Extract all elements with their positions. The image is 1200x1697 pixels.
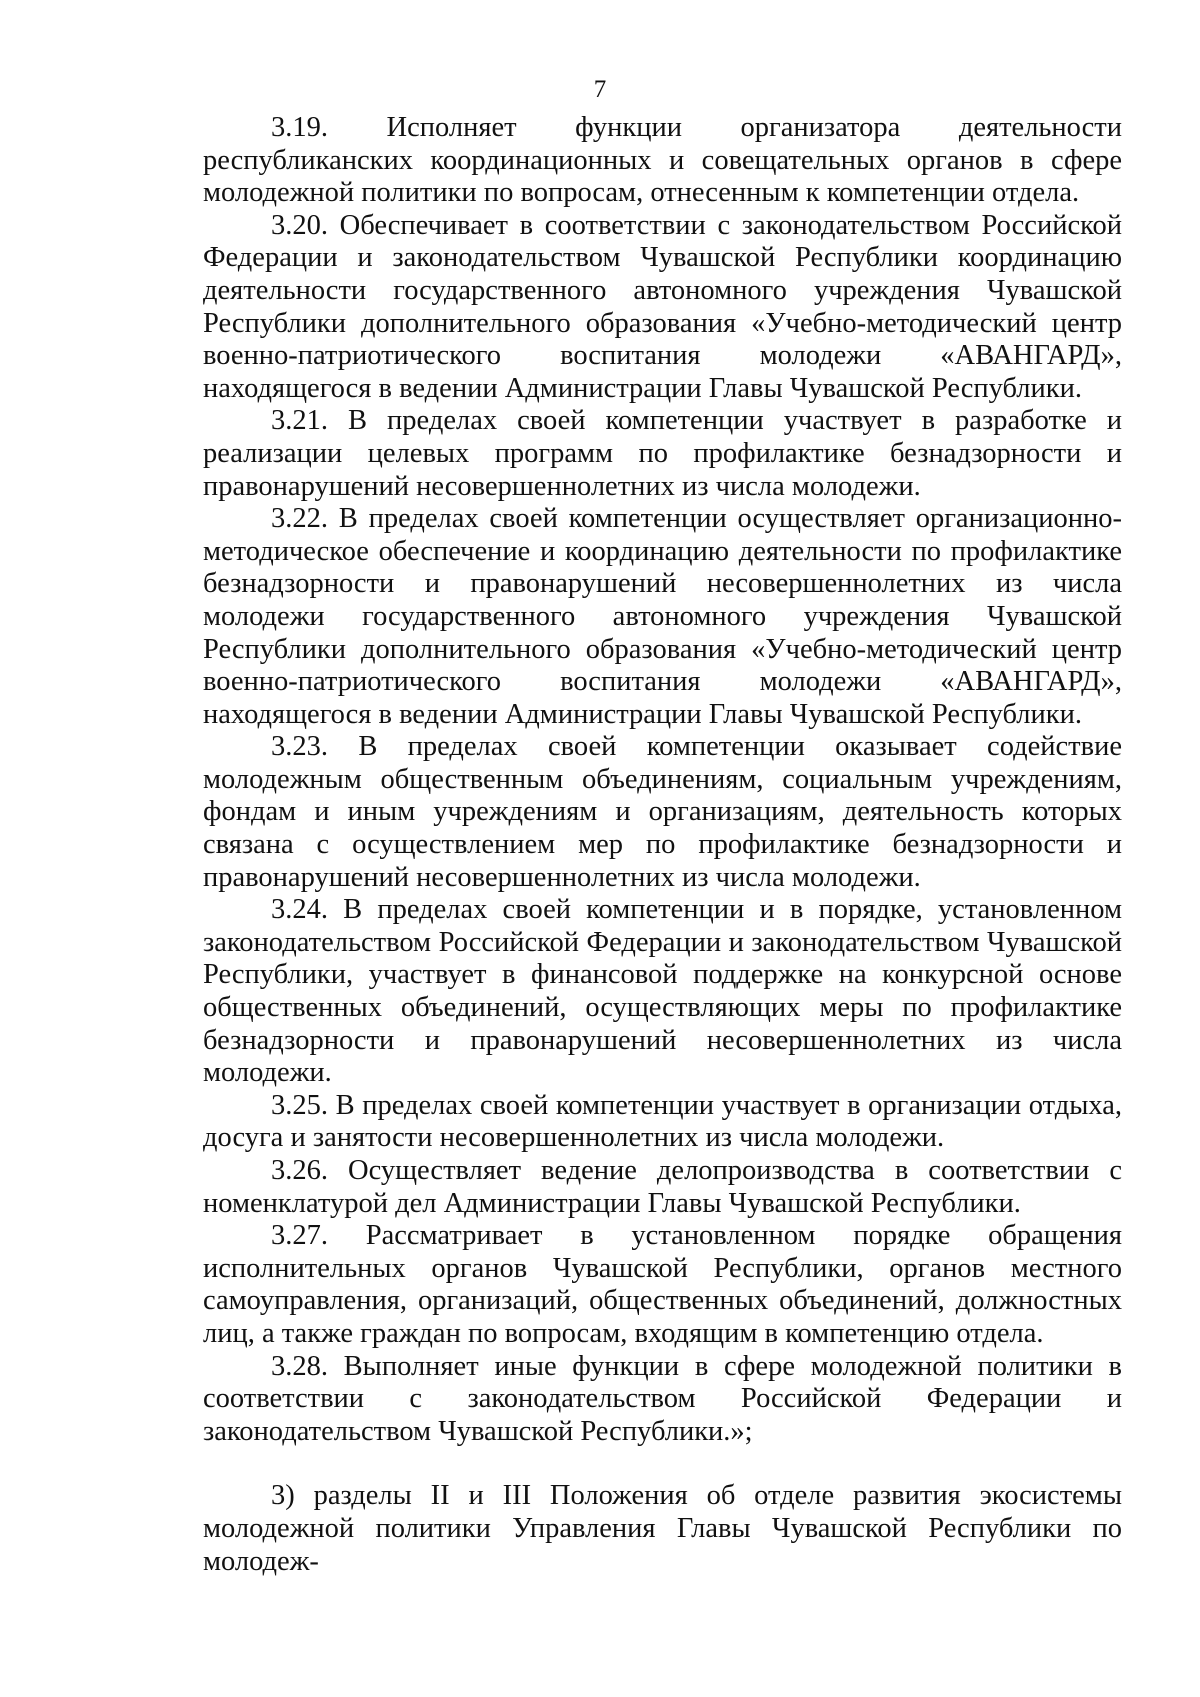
paragraph-3-26: 3.26. Осуществляет ведение делопроизводства в соответствии с номенклатурой дел Администрации Главы Чувашской Республики. [203,1155,1122,1219]
document-body [203,112,1122,1578]
paragraph-3-20: 3.20. Обеспечивает в соответствии с законодательством Российской Федерации и законодательством Чувашской Республики координацию деятельности государственного автономного учреждения Чувашской Республики дополнительного образования «Учебно-методический центр военно-патриотического воспитания молодежи «АВАНГАРД», находящегося в ведении Администрации Главы Чувашской Республики. [203,209,1122,404]
paragraph-3-22: 3.22. В пределах своей компетенции осуществляет организационно-методическое обеспечение и координацию деятельности по профилактике безнадзорности и правонарушений несовершеннолетних из числа молодежи государственного автономного учреждения Чувашской Республики дополнительного образования «Учебно-методический центр военно-патриотического воспитания молодежи «АВАНГАРД», находящегося в ведении Администрации Главы Чувашской Республики. [203,503,1122,730]
paragraph-3-19: 3.19. Исполняет функции организатора деятельности республиканских координационных и совещательных органов в сфере молодежной политики по вопросам, отнесенным к компетенции отдела. [203,112,1122,209]
paragraph-3-27: 3.27. Рассматривает в установленном порядке обращения исполнительных органов Чувашской Республики, органов местного самоуправления, организаций, общественных объединений, должностных лиц, а также граждан по вопросам, входящим в компетенцию отдела. [203,1220,1122,1349]
page-number: 7 [593,76,607,103]
paragraph-3-25: 3.25. В пределах своей компетенции участвует в организации отдыха, досуга и занятости несовершеннолетних из числа молодежи. [203,1089,1122,1154]
paragraph-3-23: 3.23. В пределах своей компетенции оказывает содействие молодежным общественным объединениям, социальным учреждениям, фондам и иным учреждениям и организациям, деятельность которых связана с осуществлением мер по профилактике безнадзорности и правонарушений несовершеннолетних из числа молодежи. [203,731,1122,893]
paragraph-3-28: 3.28. Выполняет иные функции в сфере молодежной политики в соответствии с законодательством Российской Федерации и законодательством Чувашской Республики.»; [203,1350,1122,1447]
paragraph-item-3: 3) разделы II и III Положения об отделе развития экосистемы молодежной политики Управления Главы Чувашской Республики по молодеж- [203,1480,1122,1577]
paragraph-3-24: 3.24. В пределах своей компетенции и в порядке, установленном законодательством Российской Федерации и законодательством Чувашской Республики, участвует в финансовой поддержке на конкурсной основе общественных объединений, осуществляющих меры по профилактике безнадзорности и правонарушений несовершеннолетних из числа молодежи. [203,894,1122,1089]
paragraph-3-21: 3.21. В пределах своей компетенции участвует в разработке и реализации целевых программ по профилактике безнадзорности и правонарушений несовершеннолетних из числа молодежи. [203,405,1122,502]
